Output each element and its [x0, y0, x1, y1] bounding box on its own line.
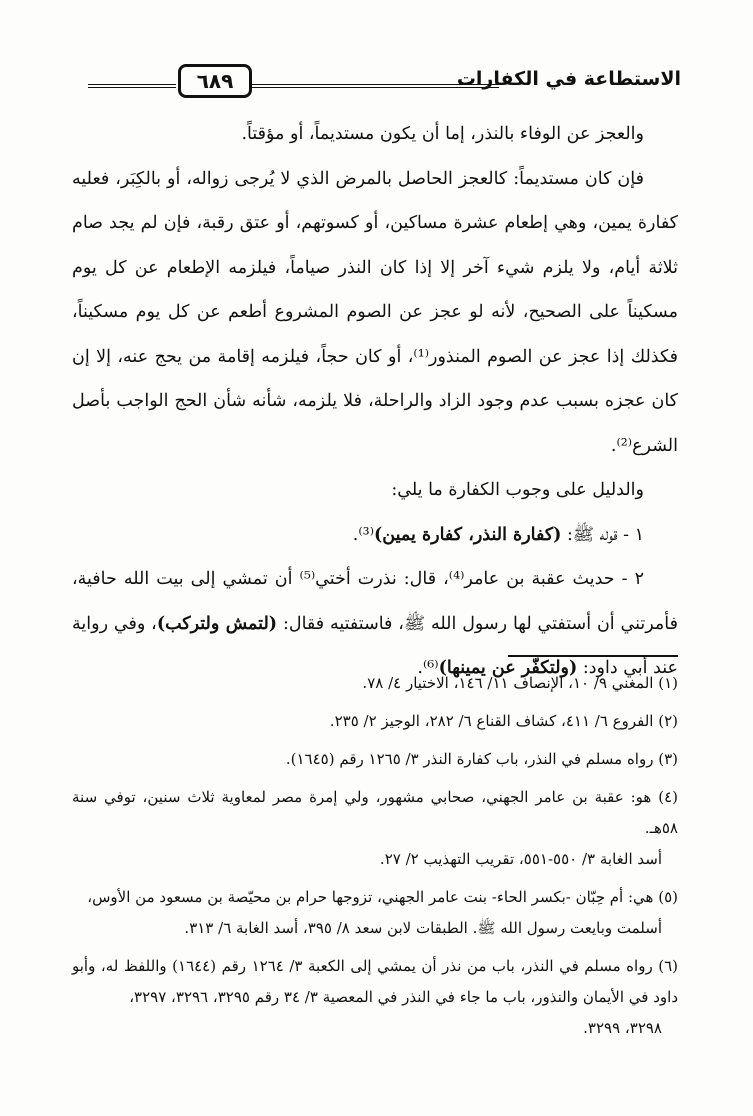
- page-header: [88, 62, 681, 106]
- evidence-1-suffix: ⁽³⁾.: [352, 524, 374, 545]
- footnote-5-text: (٥) هي: أم حِبّان -بكسر الحاء- بنت عامر الجهني، تزوجها حرام بن محيّصة بن مسعود من الأوس،: [87, 888, 678, 906]
- paragraph-2: فإن كان مستديماً: كالعجز الحاصل بالمرض الذي لا يُرجى زواله، أو بالكِبَر، فعليه كفارة يمين، وهي إطعام عشرة مساكين، أو كسوتهم، أو عتق رقبة، فإن لم يجد صام ثلاثة أيام، ولا يلزم شيء آخر إلا إذا كان النذر صياماً، فيلزمه الإطعام عن كل يوم مسكيناً على الصحيح، لأنه لو عجز عن الصوم المشروع أطعم عن كل يوم مسكيناً، فكذلك إذا عجز عن الصوم المنذور⁽¹⁾، أو كان حجاً، فيلزمه إقامة من يحج عنه، إلا إن كان عجزه بسبب عدم وجود الزاد والراحلة، فلا يلزمه، شأنه شأن الحج الواجب بأصل الشرع⁽²⁾.: [72, 168, 678, 456]
- footnote-6-text: (٦) رواه مسلم في النذر، باب من نذر أن يمشي إلى الكعبة ٣/ ١٢٦٤ رقم (١٦٤٤) واللفظ له، وأبو داود في الأيمان والنذور، باب ما جاء في النذر في المعصية ٣/ ٣٤ رقم ٣٢٩٥، ٣٢٩٦، ٣٢٩٧،: [72, 957, 679, 1006]
- footnote-5-continuation: أسلمت وبايعت رسول الله ﷺ. الطبقات لابن سعد ٨/ ٣٩٥، أسد الغابة ٦/ ٣١٣.: [184, 919, 662, 937]
- evidence-1-prefix: ١ - قوله ﷺ:: [561, 524, 644, 545]
- footnote-2-text: (٢) الفروع ٦/ ٤١١، كشاف القناع ٦/ ٢٨٢، الوجيز ٢/ ٢٣٥.: [329, 712, 678, 730]
- evidence-2-suffix: ⁽⁶⁾.: [417, 658, 439, 678]
- footnote-4-continuation: أسد الغابة ٣/ ٥٥٠-٥٥١، تقريب التهذيب ٢/ ٢٧.: [379, 850, 662, 868]
- paragraph-3: والدليل على وجوب الكفارة ما يلي:: [391, 480, 644, 500]
- evidence-2-prefix: ٢ - حديث عقبة بن عامر⁽⁴⁾، قال: نذرت أختي⁽⁵⁾ أن تمشي إلى بيت الله حافية، فأمرتني أن أستفتي لها رسول الله ﷺ، فاستفتيه فقال:: [72, 569, 679, 634]
- evidence-1-quote: (كفارة النذر، كفارة يمين): [374, 524, 562, 545]
- footnotes: [72, 668, 678, 1051]
- footnote-3-text: (٣) رواه مسلم في النذر، باب كفارة النذر ٣/ ١٢٦٥ رقم (١٦٤٥).: [285, 750, 678, 768]
- paragraph-1: والعجز عن الوفاء بالنذر، إما أن يكون مستديماً، أو مؤقتاً.: [241, 124, 644, 144]
- footnote-6-continuation: ٣٢٩٨، ٣٢٩٩.: [583, 1019, 662, 1037]
- evidence-2-quote-1: (لتمش ولتركب): [156, 613, 278, 634]
- footnote-2: [72, 706, 678, 737]
- footnote-5: [72, 882, 678, 944]
- evidence-2-quote-2: (ولتكفّر عن يمينها): [438, 658, 578, 678]
- footnote-4-text: (٤) هو: عقبة بن عامر الجهني، صحابي مشهور، ولي إمرة مصر لمعاوية ثلاث سنين، توفي سنة ٥٨هـ.: [72, 788, 678, 837]
- footnote-6: [72, 951, 678, 1044]
- footnote-4: [72, 782, 678, 875]
- evidence-item-1: [72, 513, 678, 558]
- header-rule-left: [88, 84, 176, 88]
- evidence-2-middle: ، وفي رواية عند أبي داود:: [72, 613, 678, 678]
- footnote-1-text: (١) المغني ٩/ ١٠، الإنصاف ١١/ ١٤٦، الاختيار ٤/ ٧٨.: [362, 674, 678, 692]
- running-title: الاستطاعة في الكفارات: [456, 68, 681, 90]
- footnote-3: [72, 744, 678, 775]
- footnote-separator: [508, 655, 678, 657]
- page-number: ٦٨٩: [178, 64, 252, 98]
- main-text: [72, 112, 678, 691]
- footnote-1: [72, 668, 678, 699]
